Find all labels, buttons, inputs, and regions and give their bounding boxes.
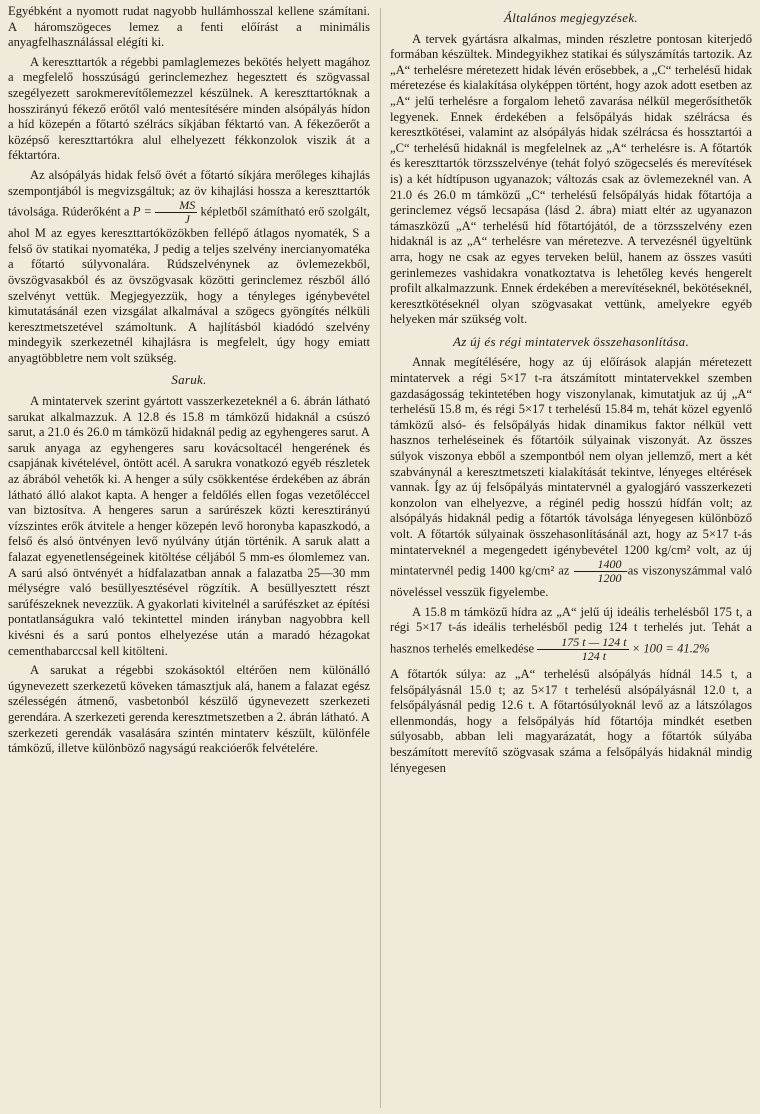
fraction-numerator: MS [155, 199, 197, 213]
fraction-denominator: J [184, 212, 190, 227]
left-paragraph-1: Egyébként a nyomott rudat nagyobb hullámhosszal kellene számítani. A háromszögeces lemez a fenti előírást a minimális anyagfelhasználással elégíti ki. [8, 4, 370, 50]
left-paragraph-2: A kereszttartók a régebbi pamlaglemezes bekötés helyett magához a megfelelő hosszúságú gerinclemezhez hegesztett és szögvassal szegélyezett sarokmerevítőlemezzel készülnek. A kereszttartóknak a hosszirányú fékező erőtől való mentesítésére minden alsópályás hídon a híd közepén a főtartó szélrács síkjában féktartó van. A fékezőerőt a középső kereszttartókra alul elhelyezett fékkonzolok viszik át a féktartóra. [8, 54, 370, 163]
left-paragraph-3-before: Az alsópályás hidak felső övét a főtartó síkjára merőleges kihajlás szempontjából is megvizsgáltuk; az öv kihajlási hossza a kereszttartók távolsága. Rúderőként a [8, 167, 370, 219]
right-paragraph-3 [390, 605, 752, 663]
left-paragraph-3-after: képletből számítható erő szolgált, ahol M az egyes kereszttartóközökben fellépő átlagos nyomaték, S a felső öv statikai nyomatéka, J pedig a teljes szelvény inercianyomatéka a főtartó súlyvonalára. Rúdszelvénynek az övlemezekből, övszögvasakból és az övszögvasak közötti gerinclemez részből álló szelvényt vettük. Megjegyezzük, hogy a tényleges igénybevétel kimutatásánál ezen vizsgálat alkalmával a szögecs gyöngítés nélküli keresztmetszetével számoltunk. A hajlításból kiadódó szelvény mindegyik szerkezetnél kihajlásra is megfelelt, úgy hogy emiatt anyagtöbbletre nem volt szükség. [8, 204, 371, 365]
formula-fraction-1400-1200 [574, 558, 624, 585]
right-paragraph-2 [390, 355, 752, 600]
fraction-numerator: 175 t — 124 t [537, 636, 628, 650]
right-paragraph-1: A tervek gyártásra alkalmas, minden részletre pontosan kiterjedő formában készültek. Mindegyikhez statikai és súlyszámítás tartozik. Az „A“ terhelésre méretezett hidak lévén erősebbek, a „C“ terhelésű hidak méretezése és kialakítása olyképpen történt, hogy azok adott esetben az „A“ jelű terhelésre a forgalom lehető zavarása nélkül megerősíthetők legyenek. Ennek érdekében a felsőpályás hidak szélrácsa és keresztkötései, valamint az alsópályás hidak szélrácsa és hossztartói a „C“ terhelésű hidaknál is megfelelnek az „A“ terhelésre is. A főtartók és kereszttartók törzsszelvénye (tehát folyó szögecselés és merevítések is) a két hídtípuson ugyanazok; változás csak az övlemezeknél van. A 21.0 és 26.0 m támközű „C“ terhelésű felsőpályás hidak főtartója a gerinclemez végső lecsapása (lásd 2. ábra) miatt eltér az ugyanazon támaszközű „A“ terhelésű híd főtartójától, de a törzsszelvény ezen hidaknál is az „A“ terhelésre van méretezve. A tervezésnél ügyeltünk arra, hogy ne csak az egyes terveken belül, hanem az összes vasúti gerinlemezes vashidakra vonatkoztatva is lehetőleg kevés hengerelt profilt alkalmazzunk. Ennek érdekében a merevítéseknél, bekötéseknél, keresztkötéseknél olyan szögvasakat vettünk, amelyekre egyéb helyeken már szükség volt. [390, 31, 752, 327]
section-heading-comparison: Az új és régi mintatervek összehasonlítása. [452, 333, 690, 349]
section-heading-saruk: Saruk. [171, 372, 207, 388]
formula-lhs: P = [132, 204, 152, 219]
fraction-suffix: -as [623, 563, 639, 578]
left-paragraph-4: A mintatervek szerint gyártott vasszerkezeteknél a 6. ábrán látható sarukat alkalmazzuk. A 12.8 és 15.8 m támközű hidaknál a csúszó sarut, a 21.0 és 26.0 m támközű hidaknál pedig az egyhengeres sarut. A saruk anyaga az egyhengeres saru kovácsoltacél hengerének és csapjának kivételével, öntött acél. A sarukra vonatkozó egyéb részletek az ábrából vehetők ki. A henger a súly csökkentése érdekében az ábrán látható álló alakot kapta. A henger a feldőlés ellen fogas vezetőléccel van biztosítva. A hengeres sarun a sarúrészek közti keresztirányú vízszintes erők átvitele a henger közepén levő horonyba kapaszkodó, a felső és alsó öntvényen levő nyúlvány útján történik. A saruk alatt a falazat egyenetlenségeinek kitöltése céljából 5 mm-es ólomlemez van. A sarú alsó öntvényét a hídfalazatban annak a falazatba 25—30 mm mélységre való besüllyesztésével rögzítik. A besüllyesztett részt sarúfészeknek nevezzük. A gyakorlati kivitelnél a sarúfészket az építési pontatlanságukra való tekintettel minden irányban nagyobbra kell kivésni és a sarú pontos elhelyezése után a maradó hézagokat cementhabarccsal kell kitölteni. [8, 394, 370, 658]
fraction-numerator: 1400 [574, 558, 624, 572]
fraction-denominator: 124 t [581, 648, 607, 663]
right-paragraph-3-before: A 15.8 m támközű hídra az „A“ jelű új ideális terhelésből 175 t, a régi 5×17 t-ás ideális terhelésből pedig 124 t terhelés jut. Tehát a hasznos terhelés emelkedése [390, 604, 752, 656]
left-column [8, 4, 370, 761]
section-heading-general: Általános megjegyzések. [504, 10, 638, 25]
formula-fraction-load-increase [537, 636, 628, 663]
left-paragraph-3 [8, 168, 370, 367]
column-divider [380, 8, 381, 1108]
formula-result: × 100 = 41.2% [631, 641, 710, 656]
right-paragraph-4: A főtartók súlya: az „A“ terhelésű alsópályás hídnál 14.5 t, a felsőpályásnál 15.0 t; az 5×17 t terhelésű alsópályásnál 12.0 t, a felsőpályásnál pedig 12.6 t. A főtartósúlyoknál levő az a látszólagos ellenmondás, hogy a felsőpályás híd főtartója mindkét esetben súlyosabb, abban leli magyarázatát, hogy a főtartók súlyába beszámított merevítő szögvasak száma a felsőpályás hidaknál mindig lényegesen [390, 666, 752, 775]
right-column [390, 4, 752, 780]
left-paragraph-5: A sarukat a régebbi szokásoktól eltérően nem különálló úgynevezett szerkezetű köveken támasztjuk alá, hanem a falazat egész szélességén átmenő, vasbetonból készülő úgynevezett szerkezeti gerendára. A szerkezeti gerenda keresztmetszetben a 2. ábrán látható. A szerkezeti gerendák vasalására szintén mintaterv készült, különféle támközű, illetve különböző nagyságú reakcióerők felvételére. [8, 663, 370, 756]
right-paragraph-2-before: Annak megítélésére, hogy az új előírások alapján méretezett mintatervek a régi 5×17 t-ra átszámított mintatervekkel szemben gazdaságosság tekintetében hogy viszonylanak, kimutatjuk az új „A“ terhelésű 15.8 m, és régi 5×17 t terhelésű 15.84 m, tehát közel egyenlő támközű alsó- és felsőpályás hidak dinamikus faktor nélkül vett hasznos terheléseinek és főtartóik súlyainak viszonyát. Az összes súlyok viszonya ebből a szempontból nem olyan jellemző, mert a két szabványnál a keresztmetszeti kialakítását tekintve, lényeges eltérések vannak. Így az új felsőpályás mintatervnél a gyalogjáró vasszerkezeti konzolon van elhelyezve, a réginél pedig hosszú hídfán volt; az alsópályás hidaknál pedig a főtartók távolsága lényegesen különböző volt. A főtartók súlyainak összehasonlításánál azt, hogy az 5×17 t-ás mintaterveknél a megengedett igénybevétel 1200 kg/cm² volt, az új mintatervnél pedig 1400 kg/cm² az [390, 355, 752, 578]
fraction-denominator: 1200 [597, 571, 622, 586]
formula-fraction-ms-j [155, 199, 197, 226]
right-paragraph-2-after: viszonyszámmal való növeléssel vesszük figyelembe. [390, 563, 752, 600]
